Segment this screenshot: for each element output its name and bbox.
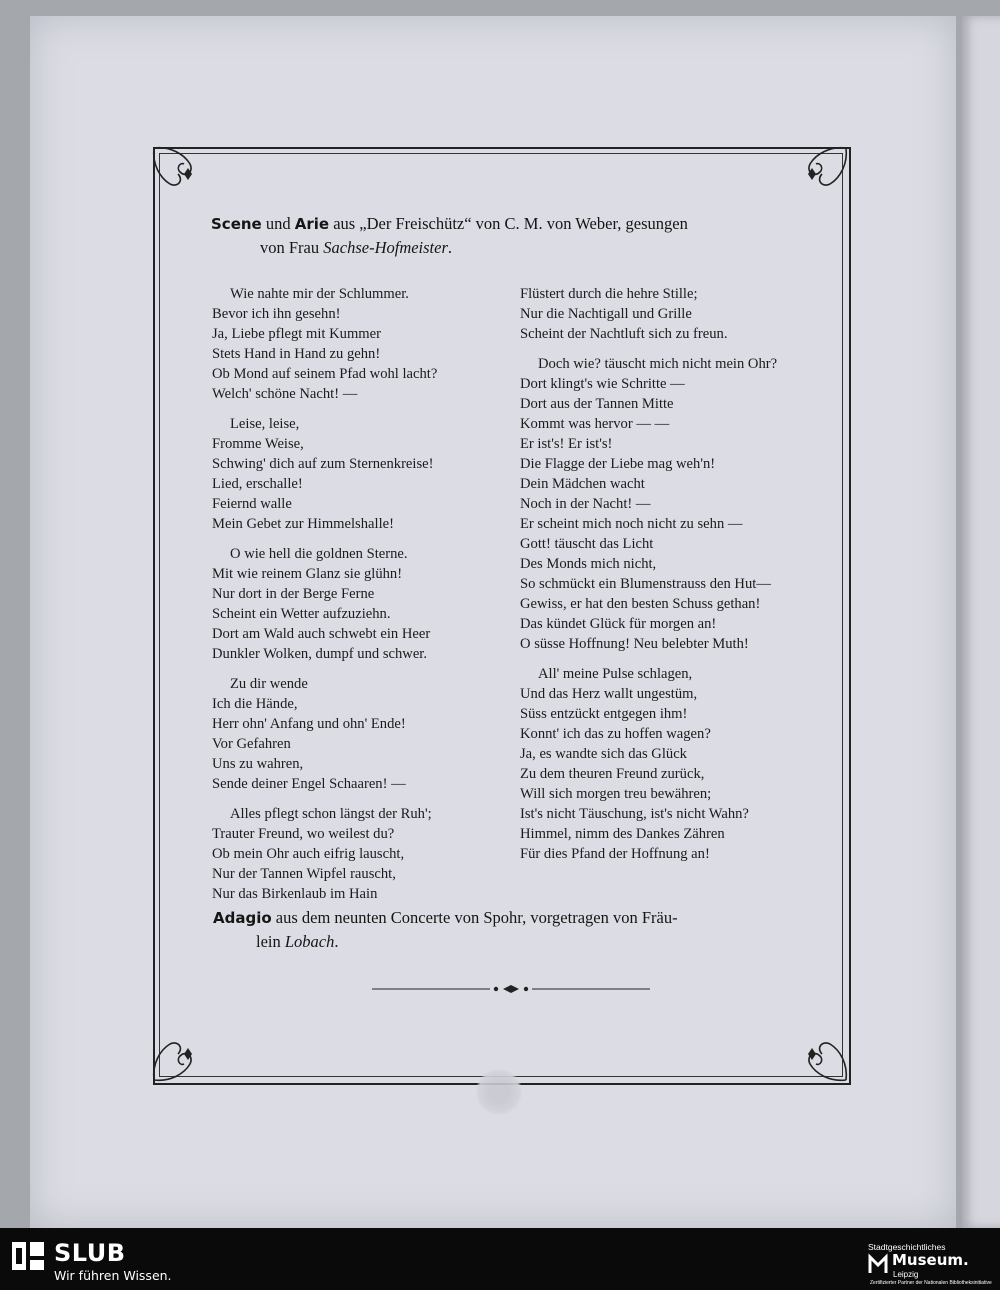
museum-logo-icon[interactable] xyxy=(868,1253,888,1275)
lyric-line: Trauter Freund, wo weilest du? xyxy=(212,826,395,842)
lyric-line: Kommt was hervor — — xyxy=(520,416,670,432)
lyric-line: Will sich morgen treu bewähren; xyxy=(520,786,712,802)
stanza-gap xyxy=(212,534,437,544)
lyric-line: Vor Gefahren xyxy=(212,736,291,752)
lyric-line: Uns zu wahren, xyxy=(212,756,304,772)
lyric-line: Ob Mond auf seinem Pfad wohl lacht? xyxy=(212,366,438,382)
lyric-line: Ich die Hände, xyxy=(212,696,298,712)
stanza-gap xyxy=(212,794,437,804)
lyric-line: All' meine Pulse schlagen, xyxy=(538,666,693,682)
adjacent-page-edge xyxy=(962,16,1000,1228)
adagio-line-2 xyxy=(213,930,813,954)
adagio-entry xyxy=(213,906,813,954)
programme-heading xyxy=(211,212,811,259)
lyric-line: Gott! täuscht das Licht xyxy=(520,536,654,552)
adagio-performer: Lobach xyxy=(284,932,335,951)
heading-scene: Scene xyxy=(211,215,262,233)
museum-name[interactable]: Museum. xyxy=(892,1251,969,1269)
lyric-line: Zu dem theuren Freund zurück, xyxy=(520,766,705,782)
slub-tagline: Wir führen Wissen. xyxy=(54,1268,172,1283)
lyric-line: Sende deiner Engel Schaaren! — xyxy=(212,776,406,792)
lyric-line: Scheint der Nachtluft sich zu freun. xyxy=(520,326,728,342)
corner-ornament-icon xyxy=(788,1022,850,1084)
ornamental-divider xyxy=(372,980,650,992)
lyric-line: Welch' schöne Nacht! — xyxy=(212,386,358,402)
stanza-gap xyxy=(520,344,777,354)
lyric-line: Zu dir wende xyxy=(230,676,308,692)
lyric-line: Noch in der Nacht! — xyxy=(520,496,651,512)
lyric-line: Ja, es wandte sich das Glück xyxy=(520,746,687,762)
lyric-line: Mein Gebet zur Himmelshalle! xyxy=(212,516,394,532)
stanza-gap xyxy=(520,654,777,664)
lyric-line: Dein Mädchen wacht xyxy=(520,476,645,492)
adagio-rest: aus dem neunten Concerte von Spohr, vorgetragen von Fräu- xyxy=(271,908,678,927)
lyric-line: Lied, erschalle! xyxy=(212,476,303,492)
lyric-line: Und das Herz wallt ungestüm, xyxy=(520,686,698,702)
slub-brand[interactable]: SLUB xyxy=(54,1239,126,1267)
lyric-line: Er scheint mich noch nicht zu sehn — xyxy=(520,516,743,532)
lyric-line: Fromme Weise, xyxy=(212,436,304,452)
lyric-line: Leise, leise, xyxy=(230,416,300,432)
stanza-gap xyxy=(212,404,437,414)
lyric-line: Nur dort in der Berge Ferne xyxy=(212,586,375,602)
adagio-line2-post: . xyxy=(334,932,339,951)
lyric-line: Süss entzückt entgegen ihm! xyxy=(520,706,688,722)
lyric-line: Himmel, nimm des Dankes Zähren xyxy=(520,826,725,842)
museum-label-top: Stadtgeschichtliches xyxy=(868,1242,946,1252)
lyric-line: Mit wie reinem Glanz sie glühn! xyxy=(212,566,403,582)
stanza-gap xyxy=(212,664,437,674)
lyric-line: Herr ohn' Anfang und ohn' Ende! xyxy=(212,716,406,732)
lyric-line: So schmückt ein Blumenstrauss den Hut— xyxy=(520,576,771,592)
lyric-line: O wie hell die goldnen Sterne. xyxy=(230,546,408,562)
lyric-line: Nur das Birkenlaub im Hain xyxy=(212,886,378,902)
heading-line2-post: . xyxy=(447,238,453,257)
lyric-line: Feiernd walle xyxy=(212,496,292,512)
lyric-line: Gewiss, er hat den besten Schuss gethan! xyxy=(520,596,761,612)
corner-ornament-icon xyxy=(788,144,850,206)
museum-certification: Zertifizierter Partner der Nationalen Bibliotheksinitiative xyxy=(870,1280,992,1286)
lyric-line: Alles pflegt schon längst der Ruh'; xyxy=(230,806,432,822)
corner-ornament-icon xyxy=(150,144,212,206)
adagio-line2-pre: lein xyxy=(256,932,285,951)
adagio-bold: Adagio xyxy=(213,909,272,927)
lyric-line: Ob mein Ohr auch eifrig lauscht, xyxy=(212,846,405,862)
lyric-line: Wie nahte mir der Schlummer. xyxy=(230,286,409,302)
lyric-line: O süsse Hoffnung! Neu belebter Muth! xyxy=(520,636,749,652)
lyric-line: Das kündet Glück für morgen an! xyxy=(520,616,717,632)
heading-line-2 xyxy=(211,236,811,259)
lyric-line: Bevor ich ihn gesehn! xyxy=(212,306,341,322)
heading-rest: aus „Der Freischütz“ von C. M. von Weber, gesungen xyxy=(329,214,688,233)
lyric-line: Dort am Wald auch schwebt ein Heer xyxy=(212,626,431,642)
lyric-line: Dort klingt's wie Schritte — xyxy=(520,376,685,392)
lyric-line: Die Flagge der Liebe mag weh'n! xyxy=(520,456,716,472)
lyric-line: Nur der Tannen Wipfel rauscht, xyxy=(212,866,396,882)
lyric-line: Konnt' ich das zu hoffen wagen? xyxy=(520,726,711,742)
lyrics-left-column xyxy=(212,284,437,904)
heading-und: und xyxy=(261,214,295,233)
lyric-line: Er ist's! Er ist's! xyxy=(520,436,613,452)
lyric-line: Stets Hand in Hand zu gehn! xyxy=(212,346,381,362)
corner-ornament-icon xyxy=(150,1022,212,1084)
lyric-line: Ist's nicht Täuschung, ist's nicht Wahn? xyxy=(520,806,749,822)
lyric-line: Nur die Nachtigall und Grille xyxy=(520,306,692,322)
heading-line2-pre: von Frau xyxy=(260,238,324,257)
slub-logo-icon[interactable] xyxy=(10,1238,46,1274)
museum-city: Leipzig xyxy=(893,1270,919,1279)
lyrics-right-column xyxy=(520,284,777,864)
lyric-line: Scheint ein Wetter aufzuziehn. xyxy=(212,606,391,622)
lyric-line: Für dies Pfand der Hoffnung an! xyxy=(520,846,710,862)
heading-arie: Arie xyxy=(294,215,330,233)
lyric-line: Flüstert durch die hehre Stille; xyxy=(520,286,698,302)
library-stamp xyxy=(476,1067,522,1117)
heading-singer: Sachse-Hofmeister xyxy=(323,238,448,257)
lyric-line: Des Monds mich nicht, xyxy=(520,556,657,572)
lyric-line: Dunkler Wolken, dumpf und schwer. xyxy=(212,646,427,662)
lyric-line: Dort aus der Tannen Mitte xyxy=(520,396,674,412)
lyric-line: Doch wie? täuscht mich nicht mein Ohr? xyxy=(538,356,778,372)
lyric-line: Schwing' dich auf zum Sternenkreise! xyxy=(212,456,434,472)
lyric-line: Ja, Liebe pflegt mit Kummer xyxy=(212,326,381,342)
